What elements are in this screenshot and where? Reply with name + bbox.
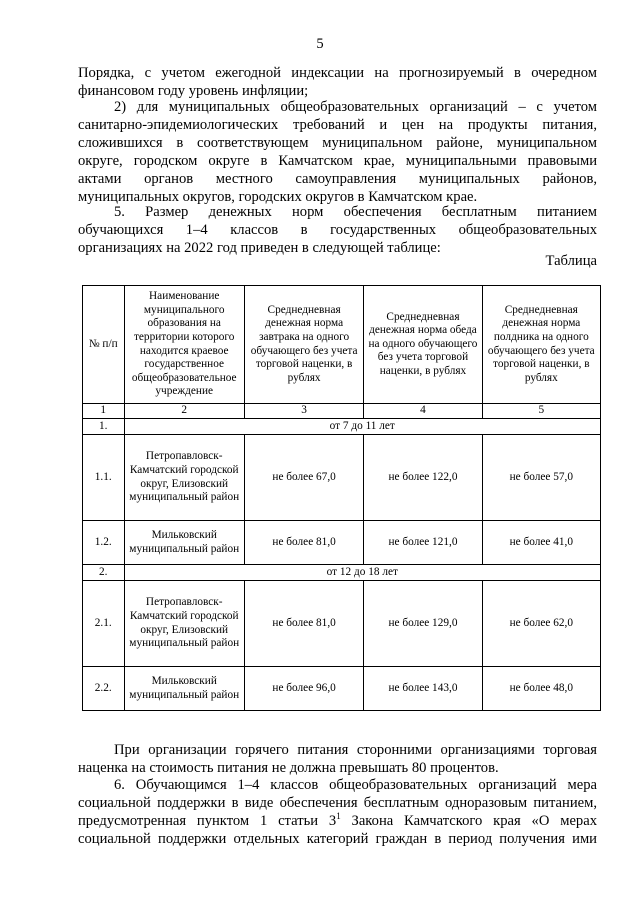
column-index: 4 <box>364 404 482 419</box>
header-breakfast: Среднедневная денежная норма завтрака на одного обучающего без учета торговой наценки, в рублях <box>244 286 363 404</box>
breakfast-norm: не более 67,0 <box>244 435 363 521</box>
text-line: 5. Размер денежных норм обеспечения бесплатным питанием <box>114 204 597 220</box>
meal-norms-table <box>82 285 601 711</box>
paragraph-item-2 <box>78 98 597 206</box>
text-line: организациях на 2022 год приведен в следующей таблице: <box>78 240 441 256</box>
municipality-name: Мильковский муниципальный район <box>124 667 244 711</box>
age-group-row <box>83 565 601 581</box>
breakfast-norm: не более 81,0 <box>244 521 363 565</box>
column-index-row <box>83 404 601 419</box>
group-number: 2. <box>83 565 125 581</box>
breakfast-norm: не более 96,0 <box>244 667 363 711</box>
column-index: 3 <box>244 404 363 419</box>
text-line: социальной поддержки отдельных категорий граждан в период получения ими <box>78 831 597 847</box>
municipality-name: Петропавловск-Камчатский городской округ, Елизовский муниципальный район <box>124 581 244 667</box>
paragraph-continuation <box>78 64 597 100</box>
text-line: финансовом году уровень инфляции; <box>78 83 309 99</box>
snack-norm: не более 48,0 <box>482 667 600 711</box>
table-row <box>83 667 601 711</box>
group-number: 1. <box>83 419 125 435</box>
snack-norm: не более 62,0 <box>482 581 600 667</box>
table-row <box>83 435 601 521</box>
header-number: № п/п <box>83 286 125 404</box>
column-index: 2 <box>124 404 244 419</box>
header-municipality: Наименование муниципального образования на территории которого находится краевое государственное общеобразовательное учреждение <box>124 286 244 404</box>
paragraph-item-5 <box>78 203 597 257</box>
column-index: 5 <box>482 404 600 419</box>
lunch-norm: не более 121,0 <box>364 521 482 565</box>
article-superscript: 1 <box>336 811 341 822</box>
text-line: актами органов местного самоуправления муниципальных районов, <box>78 171 597 187</box>
text-line: сложившихся в соответствующем муниципальном районе, муниципальном <box>78 135 597 151</box>
text-line: 6. Обучающимся 1–4 классов общеобразовательных организаций мера <box>114 777 597 793</box>
text-line: санитарно-эпидемиологических требований и цен на продукты питания, <box>78 117 597 133</box>
text-line: При организации горячего питания сторонними организациями торговая <box>114 742 597 758</box>
text-line: наценка на стоимость питания не должна превышать 80 процентов. <box>78 760 499 776</box>
row-number: 1.2. <box>83 521 125 565</box>
table-caption: Таблица <box>545 253 597 269</box>
row-number: 2.1. <box>83 581 125 667</box>
text-line: муниципальных округов, городских округов в Камчатском крае. <box>78 189 478 205</box>
text-line: обучающихся 1–4 классов в государственных общеобразовательных <box>78 222 597 238</box>
header-lunch: Среднедневная денежная норма обеда на одного обучающего без учета торговой наценки, в рублях <box>364 286 482 404</box>
age-group-label: от 12 до 18 лет <box>124 565 600 581</box>
column-index: 1 <box>83 404 125 419</box>
paragraph-item-6 <box>78 776 597 848</box>
text-line: Порядка, с учетом ежегодной индексации на прогнозируемый в очередном <box>78 65 597 81</box>
text-line: социальной поддержки в виде обеспечения бесплатным одноразовым питанием, <box>78 795 597 811</box>
row-number: 1.1. <box>83 435 125 521</box>
snack-norm: не более 57,0 <box>482 435 600 521</box>
text-segment: Закона Камчатского края «О мерах <box>340 813 597 829</box>
text-line <box>78 812 597 830</box>
age-group-label: от 7 до 11 лет <box>124 419 600 435</box>
lunch-norm: не более 129,0 <box>364 581 482 667</box>
lunch-norm: не более 122,0 <box>364 435 482 521</box>
breakfast-norm: не более 81,0 <box>244 581 363 667</box>
table-row <box>83 521 601 565</box>
municipality-name: Мильковский муниципальный район <box>124 521 244 565</box>
snack-norm: не более 41,0 <box>482 521 600 565</box>
row-number: 2.2. <box>83 667 125 711</box>
municipality-name: Петропавловск-Камчатский городской округ, Елизовский муниципальный район <box>124 435 244 521</box>
age-group-row <box>83 419 601 435</box>
table-header-row <box>83 286 601 404</box>
text-line: округе, городском округе в Камчатском крае, муниципальными правовыми <box>78 153 597 169</box>
lunch-norm: не более 143,0 <box>364 667 482 711</box>
paragraph-markup-note <box>78 741 597 777</box>
page-number: 5 <box>316 36 324 52</box>
text-line: 2) для муниципальных общеобразовательных организаций – с учетом <box>114 99 597 115</box>
text-segment: предусмотренная пунктом 1 статьи 3 <box>78 813 337 829</box>
table-row <box>83 581 601 667</box>
header-snack: Среднедневная денежная норма полдника на одного обучающего без учета торговой наценки, в рублях <box>482 286 600 404</box>
